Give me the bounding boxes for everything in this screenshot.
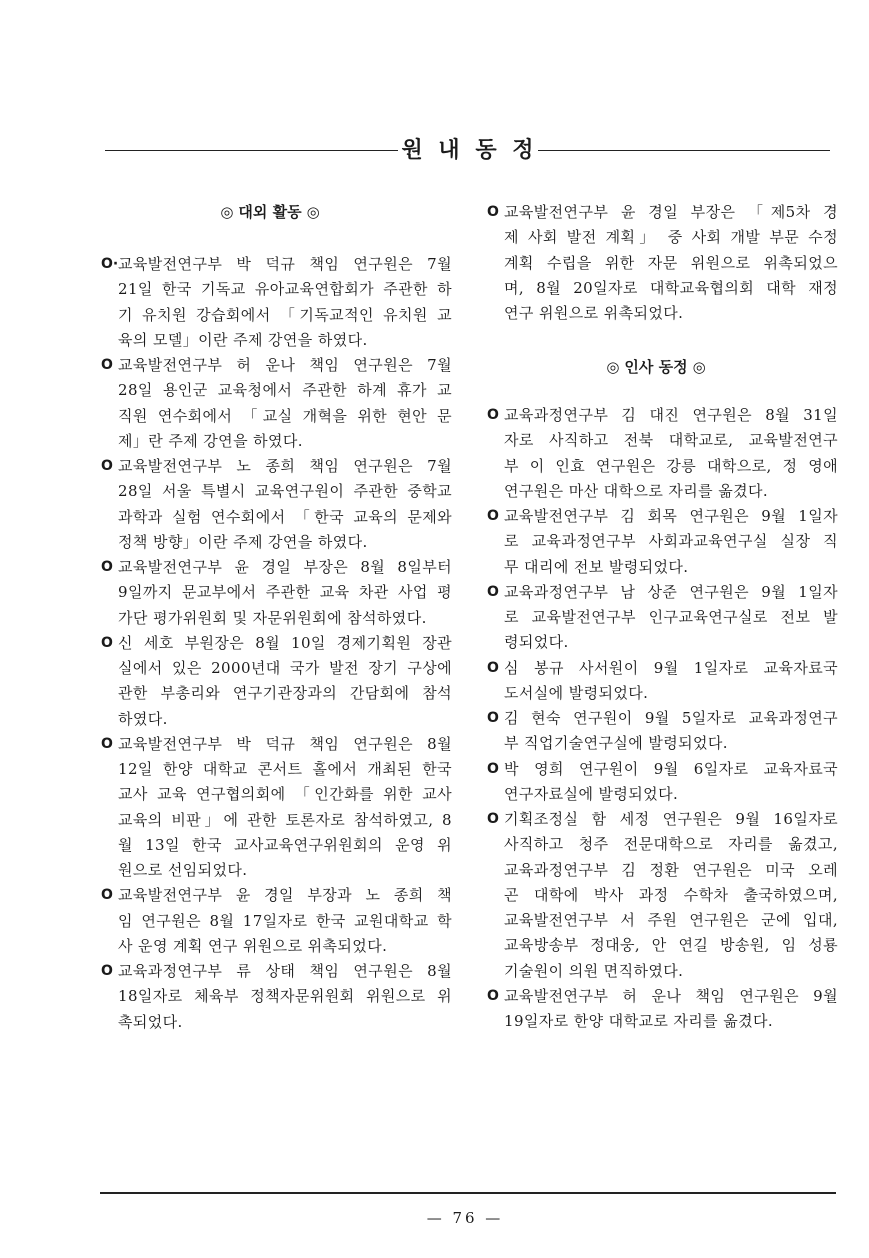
item-line: 교육방송부 정대웅, 안 연길 방송원, 임 성룡: [504, 936, 838, 955]
item-line: 무 대리에 전보 발령되었다.: [504, 557, 689, 576]
activity-item: [100, 959, 452, 1035]
item-line: 사 운영 계획 연구 위원으로 위촉되었다.: [118, 936, 388, 955]
item-line: 도서실에 발령되었다.: [504, 683, 649, 702]
item-bullet: O: [487, 760, 499, 777]
item-line: 연구원은 마산 대학으로 자리를 옮겼다.: [504, 481, 769, 500]
item-line: 실에서 있은 2000년대 국가 발전 장기 구상에: [118, 659, 452, 677]
item-bullet: O: [487, 204, 499, 220]
item-line: 기 유치원 강습회에서 「기독교적인 유치원 교: [118, 305, 452, 324]
item-bullet: O: [101, 634, 113, 651]
item-line: 육의 모델」이란 주제 강연을 하였다.: [118, 330, 368, 349]
section-heading-text: 인사 동정: [624, 358, 688, 376]
footer-rule: [100, 1192, 836, 1194]
item-text: [504, 580, 838, 656]
item-text: [118, 555, 452, 631]
item-line: 임 연구원은 8월 17일자로 한국 교원대학교 학: [118, 911, 452, 930]
heading-mark: ◎: [606, 358, 620, 376]
section-heading-text: 대외 활동: [238, 203, 302, 221]
item-text: [118, 454, 452, 555]
external-activities-list-continued: [486, 200, 838, 326]
activity-item: [100, 883, 452, 959]
item-line: 원으로 선임되었다.: [118, 861, 248, 879]
item-line: 로 교육과정연구부 사회과교육연구실 실장 직: [504, 532, 838, 551]
item-line: 교육발전연구부 허 운나 책임 연구원은 9월: [504, 986, 838, 1005]
item-text: [504, 706, 838, 757]
external-activities-list: [100, 252, 452, 1035]
item-line: 하였다.: [118, 709, 168, 728]
item-line: 교육발전연구부 박 덕규 책임 연구원은 8월: [118, 734, 452, 753]
personnel-item: [486, 403, 838, 504]
item-line: 직원 연수회에서 「교실 개혁을 위한 현안 문: [118, 406, 452, 425]
item-text: [118, 883, 452, 959]
item-text: [504, 807, 838, 984]
item-bullet: O: [487, 811, 499, 827]
section-heading-external-activities: [100, 200, 440, 225]
personnel-item: [486, 706, 838, 757]
item-line: 김 현숙 연구원이 9월 5일자로 교육과정연구: [504, 709, 838, 727]
item-bullet: O: [101, 887, 113, 904]
item-text: [504, 504, 838, 580]
item-text: [118, 631, 452, 732]
item-line: 연구자료실에 발령되었다.: [504, 784, 679, 803]
item-line: 교육의 비판」에 관한 토론자로 참석하였고, 8: [118, 810, 452, 829]
personnel-item: [486, 807, 838, 984]
item-line: 교육발전연구부 노 종희 책임 연구원은 7월: [118, 457, 452, 475]
item-bullet: O: [487, 583, 499, 600]
personnel-item: [486, 656, 838, 707]
item-line: 제 사회 발전 계획」 중 사회 개발 부문 수정: [504, 228, 838, 247]
activity-item: [100, 353, 452, 454]
item-line: 19일자로 한양 대학교로 자리를 옮겼다.: [504, 1012, 774, 1030]
item-line: 기술원이 의원 면직하였다.: [504, 961, 684, 980]
item-line: 가단 평가위원회 및 자문위원회에 참석하였다.: [118, 608, 427, 627]
item-line: 과학과 실험 연수회에서 「한국 교육의 문제와: [118, 507, 452, 526]
item-bullet: O: [101, 735, 113, 752]
item-text: [504, 403, 838, 504]
item-line: 교육발전연구부 허 운나 책임 연구원은 7월: [118, 356, 452, 374]
section-heading-personnel: [486, 355, 826, 380]
item-line: 교육발전연구부 서 주원 연구원은 군에 입대,: [504, 911, 838, 929]
item-line: 18일자로 체육부 정책자문위원회 위원으로 위: [118, 987, 452, 1006]
item-line: 28일 서울 특별시 교육연구원이 주관한 중학교: [118, 482, 452, 501]
heading-mark: ◎: [692, 358, 706, 376]
item-line: 촉되었다.: [118, 1012, 183, 1031]
item-line: 12일 한양 대학교 콘서트 홀에서 개최된 한국: [118, 760, 452, 778]
item-line: 월 13일 한국 교사교육연구위원회의 운영 위: [118, 835, 452, 854]
item-line: 사직하고 청주 전문대학으로 자리를 옮겼고,: [504, 835, 838, 854]
item-line: 신 세호 부원장은 8월 10일 경제기획원 장관: [118, 633, 452, 652]
item-line: 9일까지 문교부에서 주관한 교육 차관 사업 평: [118, 583, 452, 602]
item-line: 교사 교육 연구협의회에 「인간화를 위한 교사: [118, 785, 452, 804]
item-line: 28일 용인군 교육청에서 주관한 하계 휴가 교: [118, 381, 452, 400]
item-line: 교육발전연구부 박 덕규 책임 연구원은 7월: [118, 255, 452, 273]
item-line: 교육과정연구부 김 대진 연구원은 8월 31일: [504, 406, 838, 424]
heading-mark: ◎: [220, 203, 234, 221]
personnel-item: [486, 757, 838, 808]
item-line: 박 영희 연구원이 9월 6일자로 교육자료국: [504, 759, 838, 778]
item-line: 부 이 인효 연구원은 강릉 대학으로, 정 영애: [504, 456, 838, 475]
item-bullet: O: [101, 458, 113, 474]
item-text: [504, 757, 838, 808]
item-text: [118, 353, 452, 454]
page-title-bar: [105, 136, 830, 164]
item-line: 교육과정연구부 남 상준 연구원은 9월 1일자: [504, 582, 838, 601]
item-bullet: O: [487, 407, 499, 423]
item-bullet: O: [487, 508, 499, 524]
item-line: 교육발전연구부 윤 경일 부장은 8월 8일부터: [118, 558, 452, 576]
item-line: 정책 방향」이란 주제 강연을 하였다.: [118, 532, 368, 551]
item-line: 21일 한국 기독교 유아교육연합회가 주관한 하: [118, 280, 452, 299]
personnel-list: [486, 403, 838, 1034]
item-bullet: O: [101, 963, 113, 979]
item-text: [118, 732, 452, 884]
item-line: 기획조정실 함 세정 연구원은 9월 16일자로: [504, 810, 838, 828]
item-line: 교육과정연구부 류 상태 책임 연구원은 8월: [118, 962, 452, 980]
personnel-item: [486, 504, 838, 580]
item-bullet: O: [487, 659, 499, 676]
item-line: 령되었다.: [504, 633, 569, 652]
activity-item: [100, 454, 452, 555]
activity-item: [100, 631, 452, 732]
item-line: 자로 사직하고 전북 대학교로, 교육발전연구: [504, 431, 838, 450]
personnel-item: [486, 580, 838, 656]
heading-mark: ◎: [306, 203, 320, 221]
activity-item: [100, 732, 452, 884]
page-number: — 76 —: [426, 1209, 504, 1227]
page-title: 원 내 동 정: [401, 137, 534, 163]
item-line: 부 직업기술연구실에 발령되었다.: [504, 734, 728, 753]
item-line: 심 봉규 사서원이 9월 1일자로 교육자료국: [504, 658, 838, 677]
item-line: 로 교육발전연구부 인구교육연구실로 전보 발: [504, 608, 838, 626]
item-line: 교육발전연구부 김 회목 연구원은 9월 1일자: [504, 507, 838, 525]
activity-item: [100, 252, 452, 353]
item-bullet: O: [101, 357, 113, 373]
item-line: 교육과정연구부 김 정환 연구원은 미국 오레: [504, 860, 838, 879]
item-line: 연구 위원으로 위촉되었다.: [504, 304, 684, 322]
item-text: [504, 656, 838, 707]
title-rule-left: [105, 150, 398, 151]
item-bullet: O: [487, 987, 499, 1004]
item-bullet: O: [101, 559, 113, 575]
item-text: [504, 984, 838, 1035]
activity-item: [486, 200, 838, 326]
item-line: 교육발전연구부 윤 경일 부장은 「제5차 경: [504, 203, 838, 221]
activity-item: [100, 555, 452, 631]
item-line: 교육발전연구부 윤 경일 부장과 노 종희 책: [118, 886, 452, 905]
item-line: 계획 수립을 위한 자문 위원으로 위촉되었으: [504, 253, 838, 272]
item-line: 관한 부총리와 연구기관장과의 간담회에 참석: [118, 684, 452, 703]
item-bullet: O: [487, 710, 499, 726]
title-rule-right: [538, 150, 831, 151]
item-text: [118, 252, 452, 353]
item-line: 곤 대학에 박사 과정 수학차 출국하였으며,: [504, 885, 838, 904]
personnel-item: [486, 984, 838, 1035]
item-bullet: O·: [101, 256, 119, 272]
item-text: [118, 959, 452, 1035]
item-line: 며, 8월 20일자로 대학교육협의회 대학 재정: [504, 278, 838, 297]
item-line: 제」란 주제 강연을 하였다.: [118, 431, 303, 450]
item-text: [504, 200, 838, 326]
